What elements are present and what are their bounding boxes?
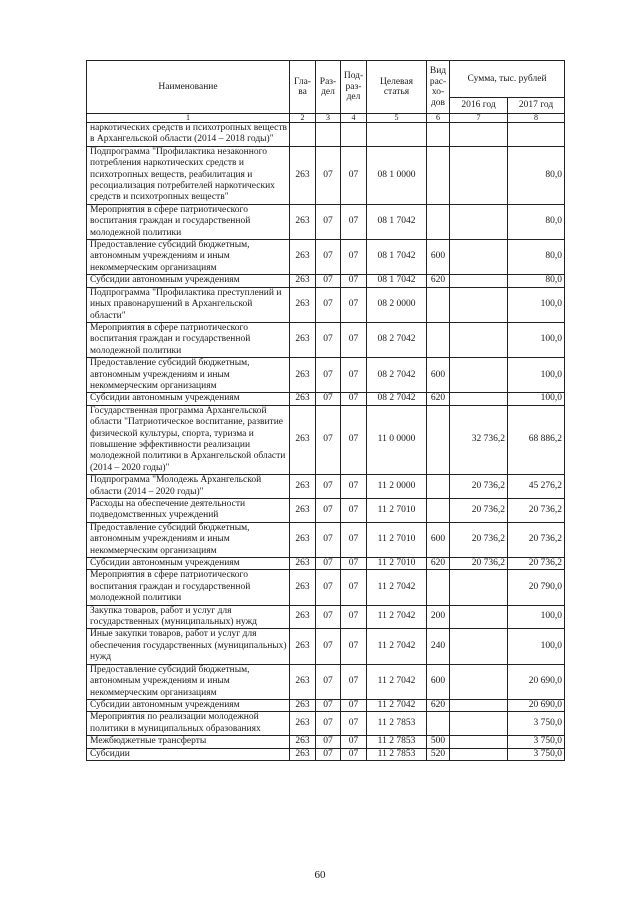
row-amount-2016: 32 736,2 [450, 405, 508, 474]
row-podrazdel: 07 [341, 240, 367, 275]
row-glava: 263 [290, 240, 316, 275]
table-row [87, 322, 565, 357]
row-podrazdel: 07 [341, 275, 367, 287]
row-glava: 263 [290, 405, 316, 474]
row-glava: 263 [290, 499, 316, 523]
row-tselevaya: 11 2 7042 [367, 664, 427, 699]
row-razdel: 07 [316, 275, 341, 287]
row-vid [427, 499, 450, 523]
row-name: Расходы на обеспечение деятельности подведомственных учреждений [87, 499, 290, 523]
row-podrazdel: 07 [341, 287, 367, 322]
row-amount-2017: 3 750,0 [508, 736, 565, 748]
row-vid: 600 [427, 664, 450, 699]
row-amount-2016 [450, 204, 508, 239]
row-razdel: 07 [316, 605, 341, 629]
table-row [87, 748, 565, 760]
column-number-row [87, 114, 565, 123]
row-razdel: 07 [316, 393, 341, 405]
row-amount-2017: 100,0 [508, 358, 565, 393]
row-podrazdel: 07 [341, 322, 367, 357]
row-vid: 620 [427, 393, 450, 405]
row-name: Мероприятия в сфере патриотического воспитания граждан и государственной молодежной политики [87, 570, 290, 605]
table-row [87, 475, 565, 499]
header-summa: Сумма, тыс. рублей [450, 61, 565, 98]
row-tselevaya: 08 1 7042 [367, 240, 427, 275]
row-amount-2016 [450, 748, 508, 760]
column-number: 8 [508, 114, 565, 123]
row-glava: 263 [290, 570, 316, 605]
row-tselevaya [367, 123, 427, 147]
row-podrazdel [341, 123, 367, 147]
row-amount-2017: 20 790,0 [508, 570, 565, 605]
row-tselevaya: 08 2 7042 [367, 322, 427, 357]
row-vid: 600 [427, 240, 450, 275]
row-razdel: 07 [316, 699, 341, 711]
row-razdel: 07 [316, 712, 341, 736]
row-name: Закупка товаров, работ и услуг для государственных (муниципальных) нужд [87, 605, 290, 629]
row-tselevaya: 11 2 7010 [367, 522, 427, 557]
table-row [87, 146, 565, 204]
row-podrazdel: 07 [341, 204, 367, 239]
row-podrazdel: 07 [341, 146, 367, 204]
row-tselevaya: 11 2 7853 [367, 748, 427, 760]
row-amount-2016: 20 736,2 [450, 522, 508, 557]
row-name: Межбюджетные трансферты [87, 736, 290, 748]
row-glava: 263 [290, 475, 316, 499]
row-podrazdel: 07 [341, 499, 367, 523]
row-glava: 263 [290, 522, 316, 557]
header-razdel: Раз- дел [316, 61, 341, 114]
column-number: 2 [290, 114, 316, 123]
row-name: Субсидии автономным учреждениям [87, 699, 290, 711]
row-name: наркотических средств и психотропных веществ в Архангельской области (2014 – 2018 годы)" [87, 123, 290, 147]
row-razdel: 07 [316, 748, 341, 760]
column-number: 4 [341, 114, 367, 123]
row-vid: 620 [427, 275, 450, 287]
table-row [87, 358, 565, 393]
row-razdel: 07 [316, 629, 341, 664]
row-name: Мероприятия в сфере патриотического воспитания граждан и государственной молодежной политики [87, 322, 290, 357]
row-podrazdel: 07 [341, 629, 367, 664]
row-tselevaya: 11 2 7010 [367, 499, 427, 523]
row-podrazdel: 07 [341, 570, 367, 605]
row-vid: 600 [427, 522, 450, 557]
column-number: 7 [450, 114, 508, 123]
row-razdel: 07 [316, 570, 341, 605]
row-razdel: 07 [316, 664, 341, 699]
row-tselevaya: 11 2 0000 [367, 475, 427, 499]
row-name: Предоставление субсидий бюджетным, автономным учреждениям и иным некоммерческим организациям [87, 664, 290, 699]
row-amount-2016 [450, 736, 508, 748]
table-row [87, 605, 565, 629]
row-vid [427, 570, 450, 605]
row-podrazdel: 07 [341, 393, 367, 405]
row-glava [290, 123, 316, 147]
row-podrazdel: 07 [341, 475, 367, 499]
row-name: Подпрограмма "Профилактика преступлений и иных правонарушений в Архангельской области" [87, 287, 290, 322]
row-amount-2016 [450, 393, 508, 405]
row-razdel: 07 [316, 240, 341, 275]
row-podrazdel: 07 [341, 358, 367, 393]
row-glava: 263 [290, 558, 316, 570]
row-amount-2016 [450, 240, 508, 275]
row-razdel [316, 123, 341, 147]
row-podrazdel: 07 [341, 699, 367, 711]
row-glava: 263 [290, 605, 316, 629]
row-tselevaya: 11 2 7042 [367, 629, 427, 664]
column-number: 3 [316, 114, 341, 123]
row-razdel: 07 [316, 358, 341, 393]
row-glava: 263 [290, 146, 316, 204]
table-row [87, 570, 565, 605]
row-razdel: 07 [316, 558, 341, 570]
row-amount-2016 [450, 605, 508, 629]
row-name: Мероприятия в сфере патриотического воспитания граждан и государственной молодежной политики [87, 204, 290, 239]
column-number: 1 [87, 114, 290, 123]
row-vid: 600 [427, 358, 450, 393]
row-vid: 200 [427, 605, 450, 629]
row-name: Подпрограмма "Молодежь Архангельской области (2014 – 2020 годы)" [87, 475, 290, 499]
row-vid [427, 405, 450, 474]
row-name: Государственная программа Архангельской области "Патриотическое воспитание, развитие физической культуры, спорта, туризма и повышение эффективности реализации молодежной политики в Архангельской области (2014 – 2020 годы)" [87, 405, 290, 474]
row-razdel: 07 [316, 522, 341, 557]
row-vid [427, 712, 450, 736]
row-tselevaya: 08 1 7042 [367, 275, 427, 287]
row-tselevaya: 11 2 7853 [367, 736, 427, 748]
row-tselevaya: 11 0 0000 [367, 405, 427, 474]
row-vid [427, 204, 450, 239]
row-razdel: 07 [316, 475, 341, 499]
row-amount-2017: 20 736,2 [508, 499, 565, 523]
row-name: Субсидии автономным учреждениям [87, 275, 290, 287]
row-amount-2016 [450, 699, 508, 711]
table-row [87, 558, 565, 570]
row-tselevaya: 08 2 7042 [367, 393, 427, 405]
row-vid [427, 287, 450, 322]
row-razdel: 07 [316, 204, 341, 239]
row-amount-2016 [450, 358, 508, 393]
table-row [87, 712, 565, 736]
row-podrazdel: 07 [341, 605, 367, 629]
row-podrazdel: 07 [341, 405, 367, 474]
row-vid: 500 [427, 736, 450, 748]
row-tselevaya: 11 2 7010 [367, 558, 427, 570]
row-amount-2016 [450, 664, 508, 699]
table-row [87, 629, 565, 664]
row-amount-2017: 3 750,0 [508, 712, 565, 736]
row-tselevaya: 11 2 7042 [367, 699, 427, 711]
row-vid [427, 322, 450, 357]
row-tselevaya: 08 1 7042 [367, 204, 427, 239]
table-row [87, 736, 565, 748]
row-name: Предоставление субсидий бюджетным, автономным учреждениям и иным некоммерческим организациям [87, 240, 290, 275]
row-razdel: 07 [316, 146, 341, 204]
row-amount-2017: 20 690,0 [508, 699, 565, 711]
row-razdel: 07 [316, 736, 341, 748]
header-name: Наименование [87, 61, 290, 114]
row-glava: 263 [290, 629, 316, 664]
table-row [87, 275, 565, 287]
row-vid [427, 475, 450, 499]
header-tselevaya: Целевая статья [367, 61, 427, 114]
table-row [87, 499, 565, 523]
row-amount-2017: 80,0 [508, 240, 565, 275]
table-row [87, 664, 565, 699]
row-glava: 263 [290, 736, 316, 748]
table-row [87, 393, 565, 405]
table-row [87, 123, 565, 147]
row-name: Субсидии автономным учреждениям [87, 558, 290, 570]
row-glava: 263 [290, 712, 316, 736]
row-podrazdel: 07 [341, 664, 367, 699]
table-row [87, 699, 565, 711]
row-glava: 263 [290, 358, 316, 393]
row-razdel: 07 [316, 405, 341, 474]
row-tselevaya: 08 2 7042 [367, 358, 427, 393]
row-amount-2017: 100,0 [508, 393, 565, 405]
row-amount-2017: 80,0 [508, 204, 565, 239]
row-name: Субсидии автономным учреждениям [87, 393, 290, 405]
row-amount-2016 [450, 629, 508, 664]
row-tselevaya: 08 1 0000 [367, 146, 427, 204]
row-amount-2017: 80,0 [508, 146, 565, 204]
row-amount-2016: 20 736,2 [450, 499, 508, 523]
table-row [87, 522, 565, 557]
header-podrazdel: Под- раз- дел [341, 61, 367, 114]
row-amount-2016 [450, 123, 508, 147]
row-name: Подпрограмма "Профилактика незаконного потребления наркотических средств и психотропных веществ, реабилитация и ресоциализация потребителей наркотических средств и психотропных веществ" [87, 146, 290, 204]
row-amount-2016 [450, 146, 508, 204]
row-vid: 620 [427, 699, 450, 711]
row-amount-2017: 100,0 [508, 287, 565, 322]
row-amount-2017: 45 276,2 [508, 475, 565, 499]
row-name: Иные закупки товаров, работ и услуг для обеспечения государственных (муниципальных) нужд [87, 629, 290, 664]
row-glava: 263 [290, 322, 316, 357]
page-number: 60 [314, 869, 326, 881]
header-2017: 2017 год [508, 98, 565, 114]
header-vid: Вид рас- хо- дов [427, 61, 450, 114]
row-podrazdel: 07 [341, 522, 367, 557]
row-podrazdel: 07 [341, 748, 367, 760]
row-amount-2016: 20 736,2 [450, 558, 508, 570]
row-podrazdel: 07 [341, 712, 367, 736]
row-amount-2017 [508, 123, 565, 147]
row-amount-2016 [450, 570, 508, 605]
row-razdel: 07 [316, 499, 341, 523]
table-row [87, 405, 565, 474]
row-amount-2016 [450, 322, 508, 357]
row-tselevaya: 11 2 7853 [367, 712, 427, 736]
row-tselevaya: 11 2 7042 [367, 605, 427, 629]
row-glava: 263 [290, 204, 316, 239]
header-glava: Гла- ва [290, 61, 316, 114]
row-podrazdel: 07 [341, 736, 367, 748]
row-amount-2017: 68 886,2 [508, 405, 565, 474]
header-2016: 2016 год [450, 98, 508, 114]
table-row [87, 287, 565, 322]
row-name: Предоставление субсидий бюджетным, автономным учреждениям и иным некоммерческим организациям [87, 358, 290, 393]
row-glava: 263 [290, 287, 316, 322]
row-amount-2016: 20 736,2 [450, 475, 508, 499]
row-amount-2017: 20 736,2 [508, 522, 565, 557]
row-amount-2017: 3 750,0 [508, 748, 565, 760]
row-vid: 240 [427, 629, 450, 664]
column-number: 5 [367, 114, 427, 123]
row-tselevaya: 11 2 7042 [367, 570, 427, 605]
row-glava: 263 [290, 275, 316, 287]
row-razdel: 07 [316, 322, 341, 357]
row-tselevaya: 08 2 0000 [367, 287, 427, 322]
row-vid: 620 [427, 558, 450, 570]
row-razdel: 07 [316, 287, 341, 322]
row-amount-2017: 100,0 [508, 605, 565, 629]
row-vid [427, 123, 450, 147]
budget-table [86, 60, 565, 761]
row-name: Мероприятия по реализации молодежной политики в муниципальных образованиях [87, 712, 290, 736]
row-name: Субсидии [87, 748, 290, 760]
row-podrazdel: 07 [341, 558, 367, 570]
row-amount-2017: 80,0 [508, 275, 565, 287]
table-row [87, 240, 565, 275]
row-amount-2016 [450, 275, 508, 287]
row-amount-2017: 20 736,2 [508, 558, 565, 570]
row-amount-2017: 100,0 [508, 322, 565, 357]
row-amount-2017: 20 690,0 [508, 664, 565, 699]
row-glava: 263 [290, 664, 316, 699]
table-row [87, 204, 565, 239]
row-vid [427, 146, 450, 204]
column-number: 6 [427, 114, 450, 123]
row-name: Предоставление субсидий бюджетным, автономным учреждениям и иным некоммерческим организациям [87, 522, 290, 557]
row-amount-2017: 100,0 [508, 629, 565, 664]
row-amount-2016 [450, 287, 508, 322]
row-vid: 520 [427, 748, 450, 760]
row-glava: 263 [290, 748, 316, 760]
row-glava: 263 [290, 699, 316, 711]
row-amount-2016 [450, 712, 508, 736]
row-glava: 263 [290, 393, 316, 405]
